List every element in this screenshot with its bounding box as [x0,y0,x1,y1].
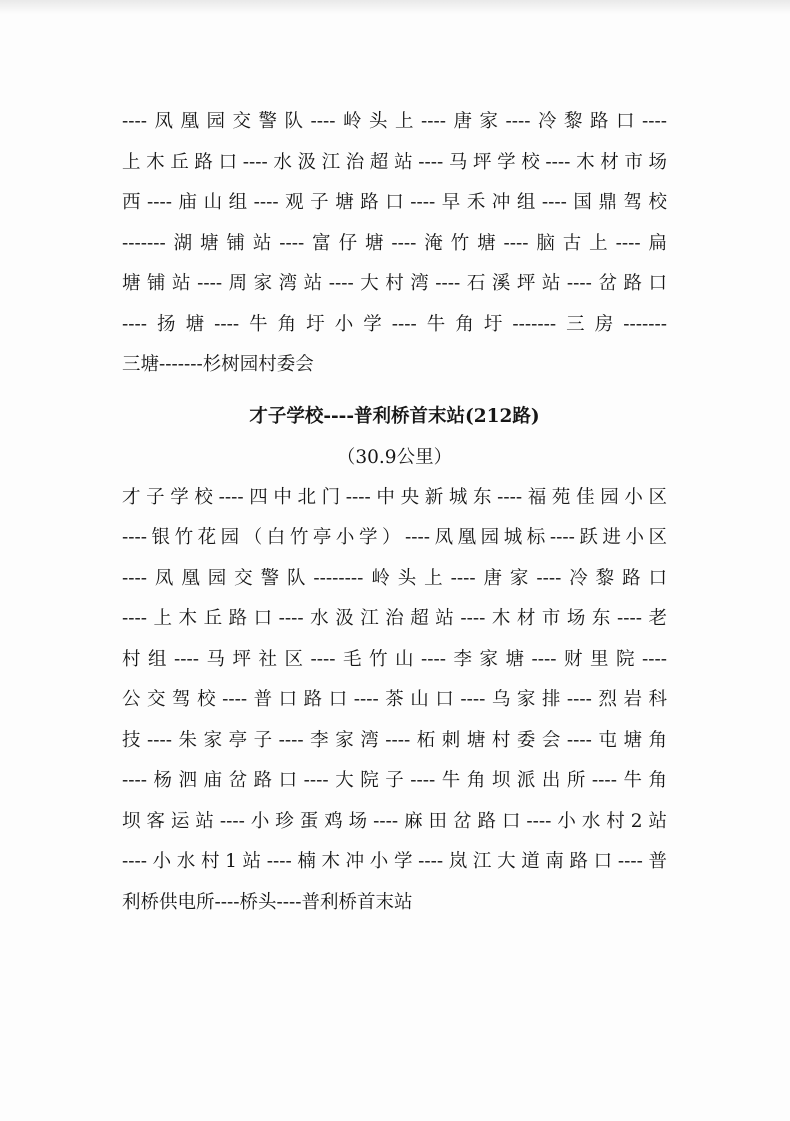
route-line: 公交驾校----普口路口----茶山口----乌家排----烈岩科 [122,689,667,710]
route-line: 才子学校----四中北门----中央新城东----福苑佳园小区 [122,486,667,508]
route-line: ----小水村1站----楠木冲小学----岚江大道南路口----普 [122,851,667,872]
route-title: 才子学校----普利桥首末站(212路) [249,405,540,427]
route-section-previous [122,102,667,386]
scan-edge-shadow [0,0,790,14]
route-line: 利桥供电所----桥头----普利桥首末站 [122,891,413,913]
route-line: 塘铺站----周家湾站----大村湾----石溪坪站----岔路口 [122,273,667,294]
route-line: 三塘-------杉树园村委会 [122,354,314,375]
route-text-body [122,102,667,923]
route-line: ----杨泗庙岔路口----大院子----牛角坝派出所----牛角 [122,770,667,791]
route-line: 村组----马坪社区----毛竹山----李家塘----财里院---- [122,648,667,670]
route-line: 西----庙山组----观子塘路口----早禾冲组----国鼎驾校 [122,192,667,213]
route-distance: （30.9公里） [336,446,453,468]
route-line: ----上木丘路口----水汲江治超站----木材市场东----老 [122,608,667,629]
route-line: ----凤凰园交警队----岭头上----唐家----冷黎路口---- [122,111,667,132]
route-line: ----银竹花园（白竹亭小学）----凤凰园城标----跃进小区 [122,527,667,548]
route-line: 坝客运站----小珍蛋鸡场----麻田岔路口----小水村2站 [122,810,667,832]
route-line: -------湖塘铺站----富仔塘----淹竹塘----脑古上----扁 [122,232,667,254]
route-line: 上木丘路口----水汲江治超站----马坪学校----木材市场 [122,151,667,173]
route-line: ----扬塘----牛角圩小学----牛角圩-------三房------- [122,313,667,335]
route-line: ----凤凰园交警队--------岭头上----唐家----冷黎路口 [122,567,667,589]
route-section-212 [122,396,667,924]
route-line: 技----朱家亭子----李家湾----柘刺塘村委会----屯塘角 [122,729,667,751]
